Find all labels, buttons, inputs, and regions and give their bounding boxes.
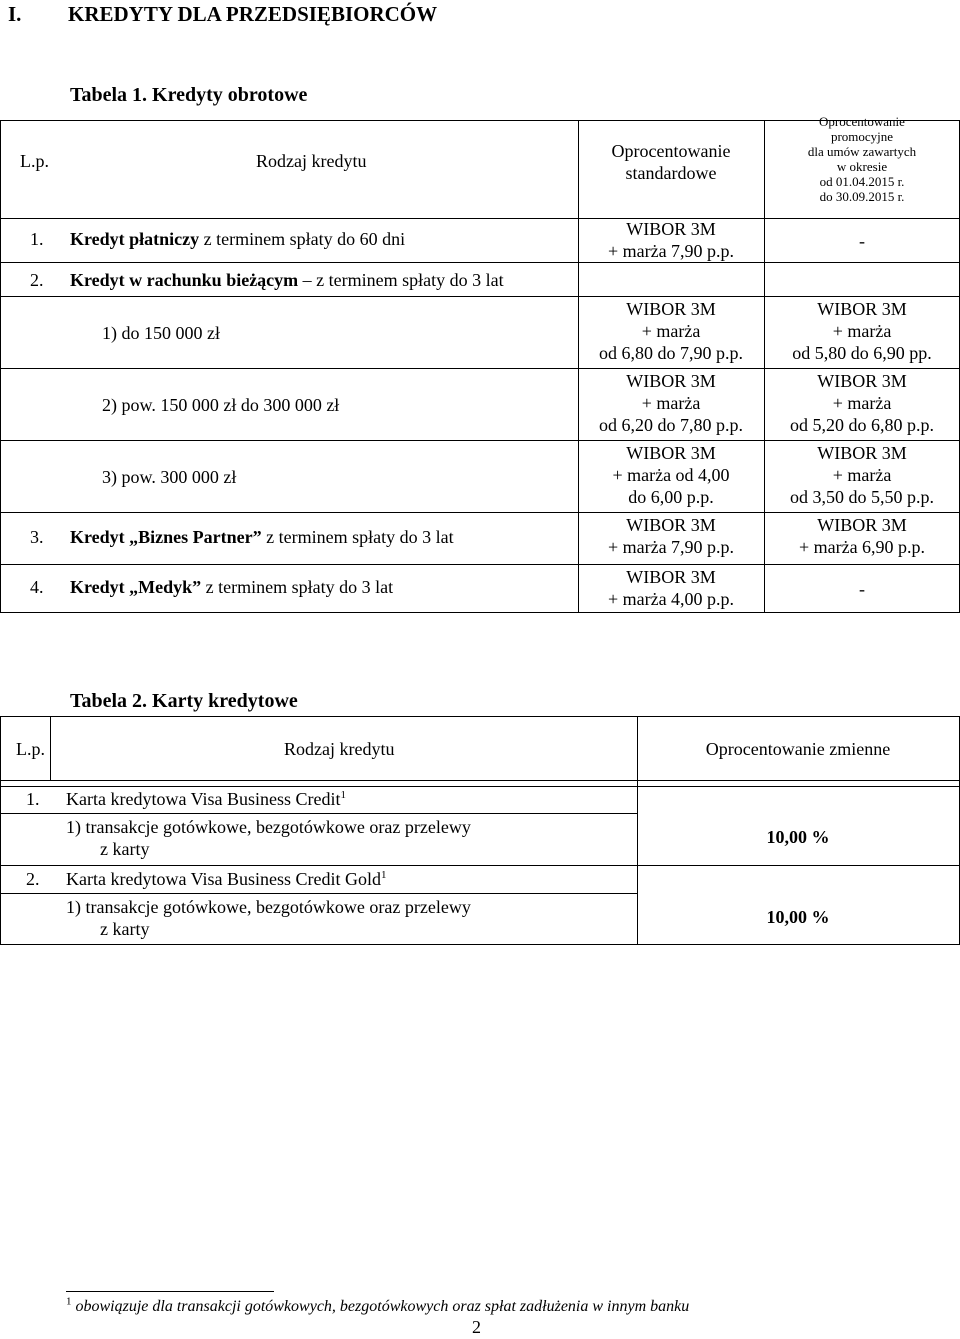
- t2-row2-name: Karta kredytowa Visa Business Credit Gold$^1$: [66, 869, 387, 889]
- t1-row2a-label: 1) do 150 000 zł: [102, 323, 220, 343]
- t1-row3-num: 3.: [30, 527, 44, 547]
- t1-row2c-promo: WIBOR 3M + marża od 3,50 do 5,50 p.p.: [790, 443, 934, 507]
- t2-row2-rate: 10,00 %: [766, 907, 830, 927]
- t2-row2-num: 2.: [26, 869, 40, 889]
- table1: [0, 114, 960, 620]
- t2-row2-sub: 1) transakcje gotówkowe, bezgotówkowe oraz przelewy z karty: [66, 897, 471, 939]
- footnote-separator: [66, 1291, 274, 1292]
- t1-row2c-label: 3) pow. 300 000 zł: [102, 467, 237, 487]
- t1-row4-promo: -: [859, 579, 865, 599]
- t1-row3-standard: WIBOR 3M + marża 7,90 p.p.: [607, 515, 735, 557]
- table1-caption: Tabela 1. Kredyty obrotowe: [70, 84, 308, 106]
- t1-row2-num: 2.: [30, 270, 44, 290]
- table2: [0, 716, 960, 948]
- t1-row2b-label: 2) pow. 150 000 zł do 300 000 zł: [102, 395, 340, 415]
- t1-header-standard: Oprocentowanie standardowe: [611, 141, 731, 183]
- t1-row1-num: 1.: [30, 229, 44, 249]
- t1-row4-standard: WIBOR 3M + marża 4,00 p.p.: [607, 567, 735, 609]
- section-heading: [8, 2, 437, 27]
- t2-row1-sub: 1) transakcje gotówkowe, bezgotówkowe oraz przelewy z karty: [66, 817, 471, 859]
- t1-row1-name: Kredyt płatniczy z terminem spłaty do 60 dni: [70, 229, 406, 249]
- t1-row3-promo: WIBOR 3M + marża 6,90 p.p.: [798, 515, 926, 557]
- t1-row1-standard: WIBOR 3M + marża 7,90 p.p.: [607, 219, 735, 261]
- t2-header-rate: Oprocentowanie zmienne: [705, 739, 891, 759]
- t1-header-lp: L.p.: [20, 151, 49, 171]
- t1-row2b-standard: WIBOR 3M + marża od 6,20 do 7,80 p.p.: [599, 371, 743, 435]
- t1-header-type: Rodzaj kredytu: [256, 151, 367, 171]
- footnote: $^1$ obowiązuje dla transakcji gotówkowych, bezgotówkowych oraz spłat zadłużenia w innym banku: [66, 1295, 690, 1315]
- t1-row2a-promo: WIBOR 3M + marża od 5,80 do 6,90 pp.: [792, 299, 932, 363]
- t1-row2-name: Kredyt w rachunku bieżącym – z terminem spłaty do 3 lat: [70, 270, 504, 290]
- t2-row1-name: Karta kredytowa Visa Business Credit$^1$: [66, 789, 347, 809]
- t1-row2c-standard: WIBOR 3M + marża od 4,00 do 6,00 p.p.: [612, 443, 730, 507]
- t1-row2b-promo: WIBOR 3M + marża od 5,20 do 6,80 p.p.: [790, 371, 934, 435]
- t2-row1-num: 1.: [26, 789, 40, 809]
- t2-header-type: Rodzaj kredytu: [284, 739, 395, 759]
- t2-header-lp: L.p.: [16, 739, 45, 759]
- t1-header-promo: Oprocentowanie promocyjne dla umów zawartych w okresie od 01.04.2015 r. do 30.09.2015 r.: [807, 114, 917, 204]
- t1-row1-promo: -: [859, 231, 865, 251]
- section-title: KREDYTY DLA PRZEDSIĘBIORCÓW: [68, 2, 438, 26]
- table2-caption: Tabela 2. Karty kredytowe: [70, 690, 298, 712]
- t1-row2a-standard: WIBOR 3M + marża od 6,80 do 7,90 p.p.: [599, 299, 743, 363]
- t2-row1-rate: 10,00 %: [766, 827, 830, 847]
- section-number: I.: [8, 2, 22, 26]
- t1-row3-name: Kredyt „Biznes Partner” z terminem spłaty do 3 lat: [70, 527, 454, 547]
- page-number: 2: [472, 1317, 481, 1337]
- t1-row4-num: 4.: [30, 577, 44, 597]
- t1-row4-name: Kredyt „Medyk” z terminem spłaty do 3 lat: [70, 577, 394, 597]
